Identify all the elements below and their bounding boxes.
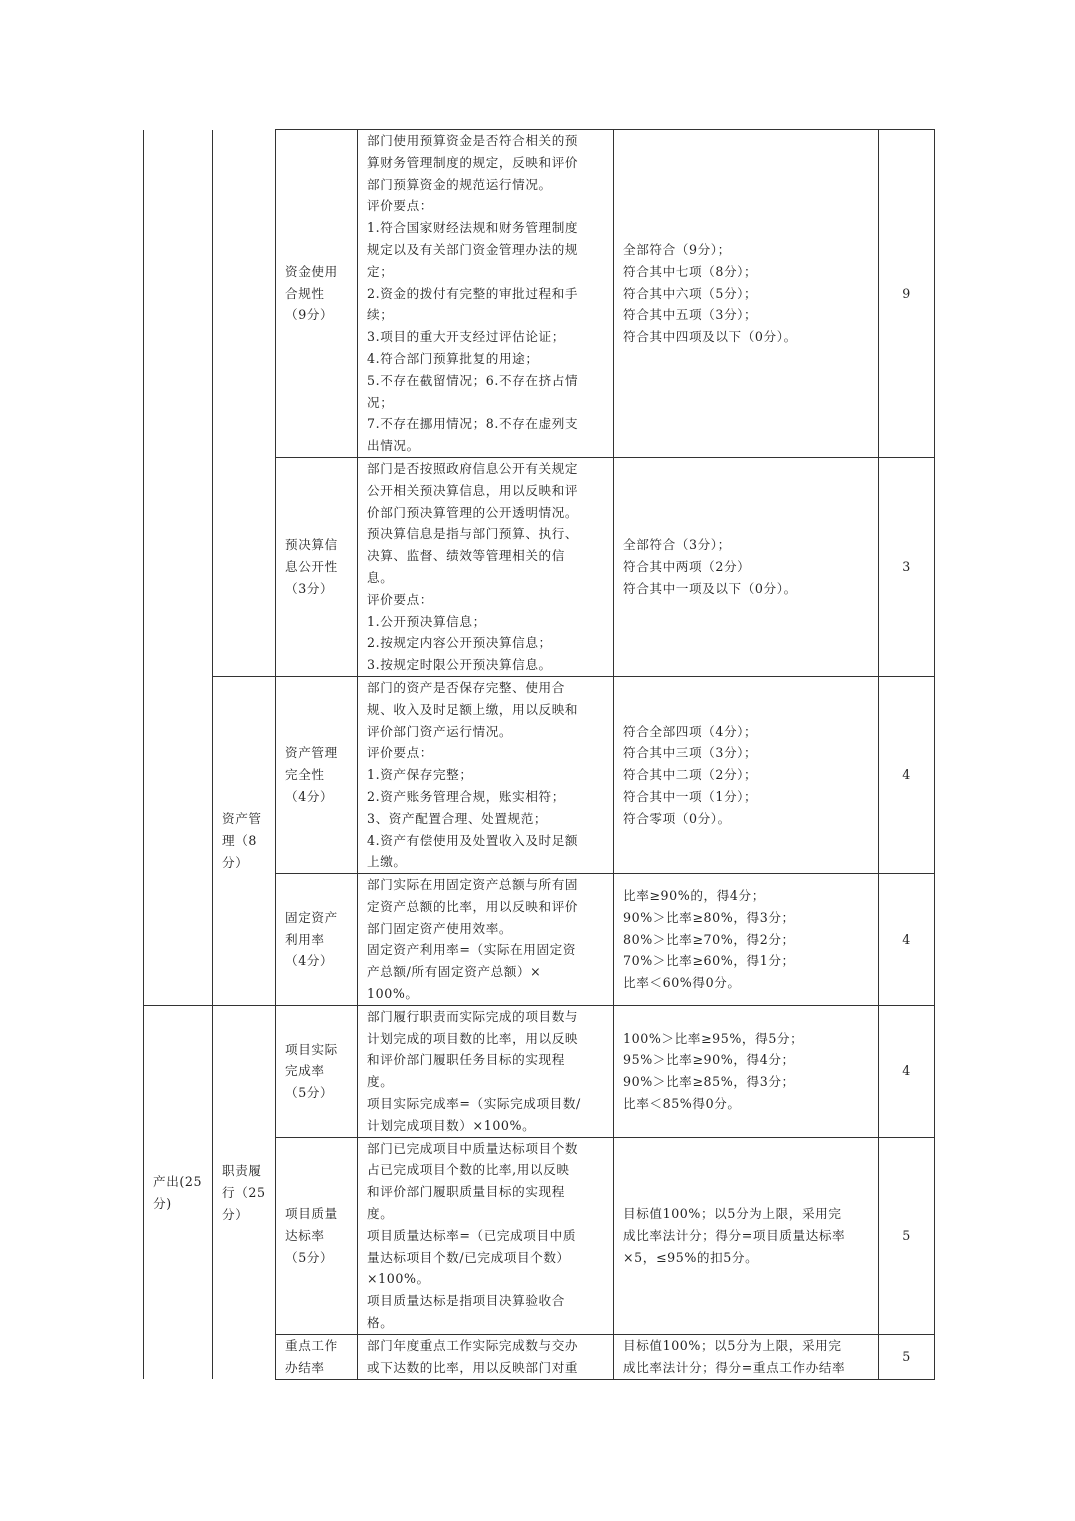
level1-indicator-cell: 产出(25 分)	[144, 1005, 213, 1379]
indicator-cell: 项目实际 完成率 （5分）	[276, 1005, 358, 1137]
evaluation-table	[143, 129, 935, 1380]
scoring-standard-cell: 100%＞比率≥95%，得5分； 95%＞比率≥90%，得4分； 90%＞比率≥85%，得3分； 比率＜85%得0分。	[614, 1005, 879, 1137]
score-cell: 5	[879, 1334, 935, 1379]
indicator-cell: 预决算信 息公开性 （3分）	[276, 457, 358, 676]
table-row	[144, 676, 935, 873]
table-row	[144, 1005, 935, 1137]
score-cell: 4	[879, 676, 935, 873]
description-cell: 部门是否按照政府信息公开有关规定 公开相关预决算信息，用以反映和评 价部门预决算管理的公开透明情况。 预决算信息是指与部门预算、执行、 决算、监督、绩效等管理相关的信 息。 评价要点： 1.公开预决算信息； 2.按规定内容公开预决算信息； 3.按规定时限公开预决算信息。	[358, 457, 614, 676]
score-cell: 4	[879, 1005, 935, 1137]
scoring-standard-cell: 全部符合（3分）； 符合其中两项（2分） 符合其中一项及以下（0分）。	[614, 457, 879, 676]
level1-cell-continued	[144, 130, 213, 1006]
indicator-cell: 固定资产 利用率 （4分）	[276, 874, 358, 1006]
description-cell: 部门实际在用固定资产总额与所有固 定资产总额的比率，用以反映和评价 部门固定资产使用效率。 固定资产利用率=（实际在用固定资 产总额/所有固定资产总额）× 100%。	[358, 874, 614, 1006]
scoring-standard-cell: 目标值100%；以5分为上限，采用完 成比率法计分；得分=项目质量达标率 ×5，≤95%的扣5分。	[614, 1137, 879, 1334]
indicator-cell: 重点工作 办结率	[276, 1334, 358, 1379]
scoring-standard-cell: 符合全部四项（4分）； 符合其中三项（3分）； 符合其中二项（2分）； 符合其中一项（1分）； 符合零项（0分）。	[614, 676, 879, 873]
description-cell: 部门年度重点工作实际完成数与交办 或下达数的比率，用以反映部门对重	[358, 1334, 614, 1379]
score-cell: 3	[879, 457, 935, 676]
indicator-cell: 项目质量 达标率 （5分）	[276, 1137, 358, 1334]
indicator-cell: 资产管理 完全性 （4分）	[276, 676, 358, 873]
level2-indicator-cell: 职责履 行（25 分）	[213, 1005, 276, 1379]
level2-indicator-cell: 资产管 理（8 分）	[213, 676, 276, 1005]
scoring-standard-cell: 比率≥90%的，得4分； 90%＞比率≥80%，得3分； 80%＞比率≥70%，得2分； 70%＞比率≥60%，得1分； 比率＜60%得0分。	[614, 874, 879, 1006]
scoring-standard-cell: 目标值100%；以5分为上限，采用完 成比率法计分；得分=重点工作办结率	[614, 1334, 879, 1379]
table-row	[144, 130, 935, 458]
scoring-standard-cell: 全部符合（9分）； 符合其中七项（8分）； 符合其中六项（5分）； 符合其中五项（3分）； 符合其中四项及以下（0分）。	[614, 130, 879, 458]
score-cell: 4	[879, 874, 935, 1006]
score-cell: 5	[879, 1137, 935, 1334]
description-cell: 部门已完成项目中质量达标项目个数 占已完成项目个数的比率,用以反映 和评价部门履职质量目标的实现程 度。 项目质量达标率=（已完成项目中质 量达标项目个数/已完成项目个数） ×100%。 项目质量达标是指项目决算验收合 格。	[358, 1137, 614, 1334]
score-cell: 9	[879, 130, 935, 458]
description-cell: 部门的资产是否保存完整、使用合 规、收入及时足额上缴，用以反映和 评价部门资产运行情况。 评价要点： 1.资产保存完整； 2.资产账务管理合规，账实相符； 3、资产配置合理、处置规范； 4.资产有偿使用及处置收入及时足额 上缴。	[358, 676, 614, 873]
description-cell: 部门使用预算资金是否符合相关的预 算财务管理制度的规定，反映和评价 部门预算资金的规范运行情况。 评价要点： 1.符合国家财经法规和财务管理制度 规定以及有关部门资金管理办法的规 定； 2.资金的拨付有完整的审批过程和手 续； 3.项目的重大开支经过评估论证； 4.符合部门预算批复的用途； 5.不存在截留情况；6.不存在挤占情 况； 7.不存在挪用情况；8.不存在虚列支 出情况。	[358, 130, 614, 458]
level2-cell-continued	[213, 130, 276, 677]
description-cell: 部门履行职责而实际完成的项目数与 计划完成的项目数的比率，用以反映 和评价部门履职任务目标的实现程 度。 项目实际完成率=（实际完成项目数/ 计划完成项目数）×100%。	[358, 1005, 614, 1137]
indicator-cell: 资金使用 合规性 （9分）	[276, 130, 358, 458]
